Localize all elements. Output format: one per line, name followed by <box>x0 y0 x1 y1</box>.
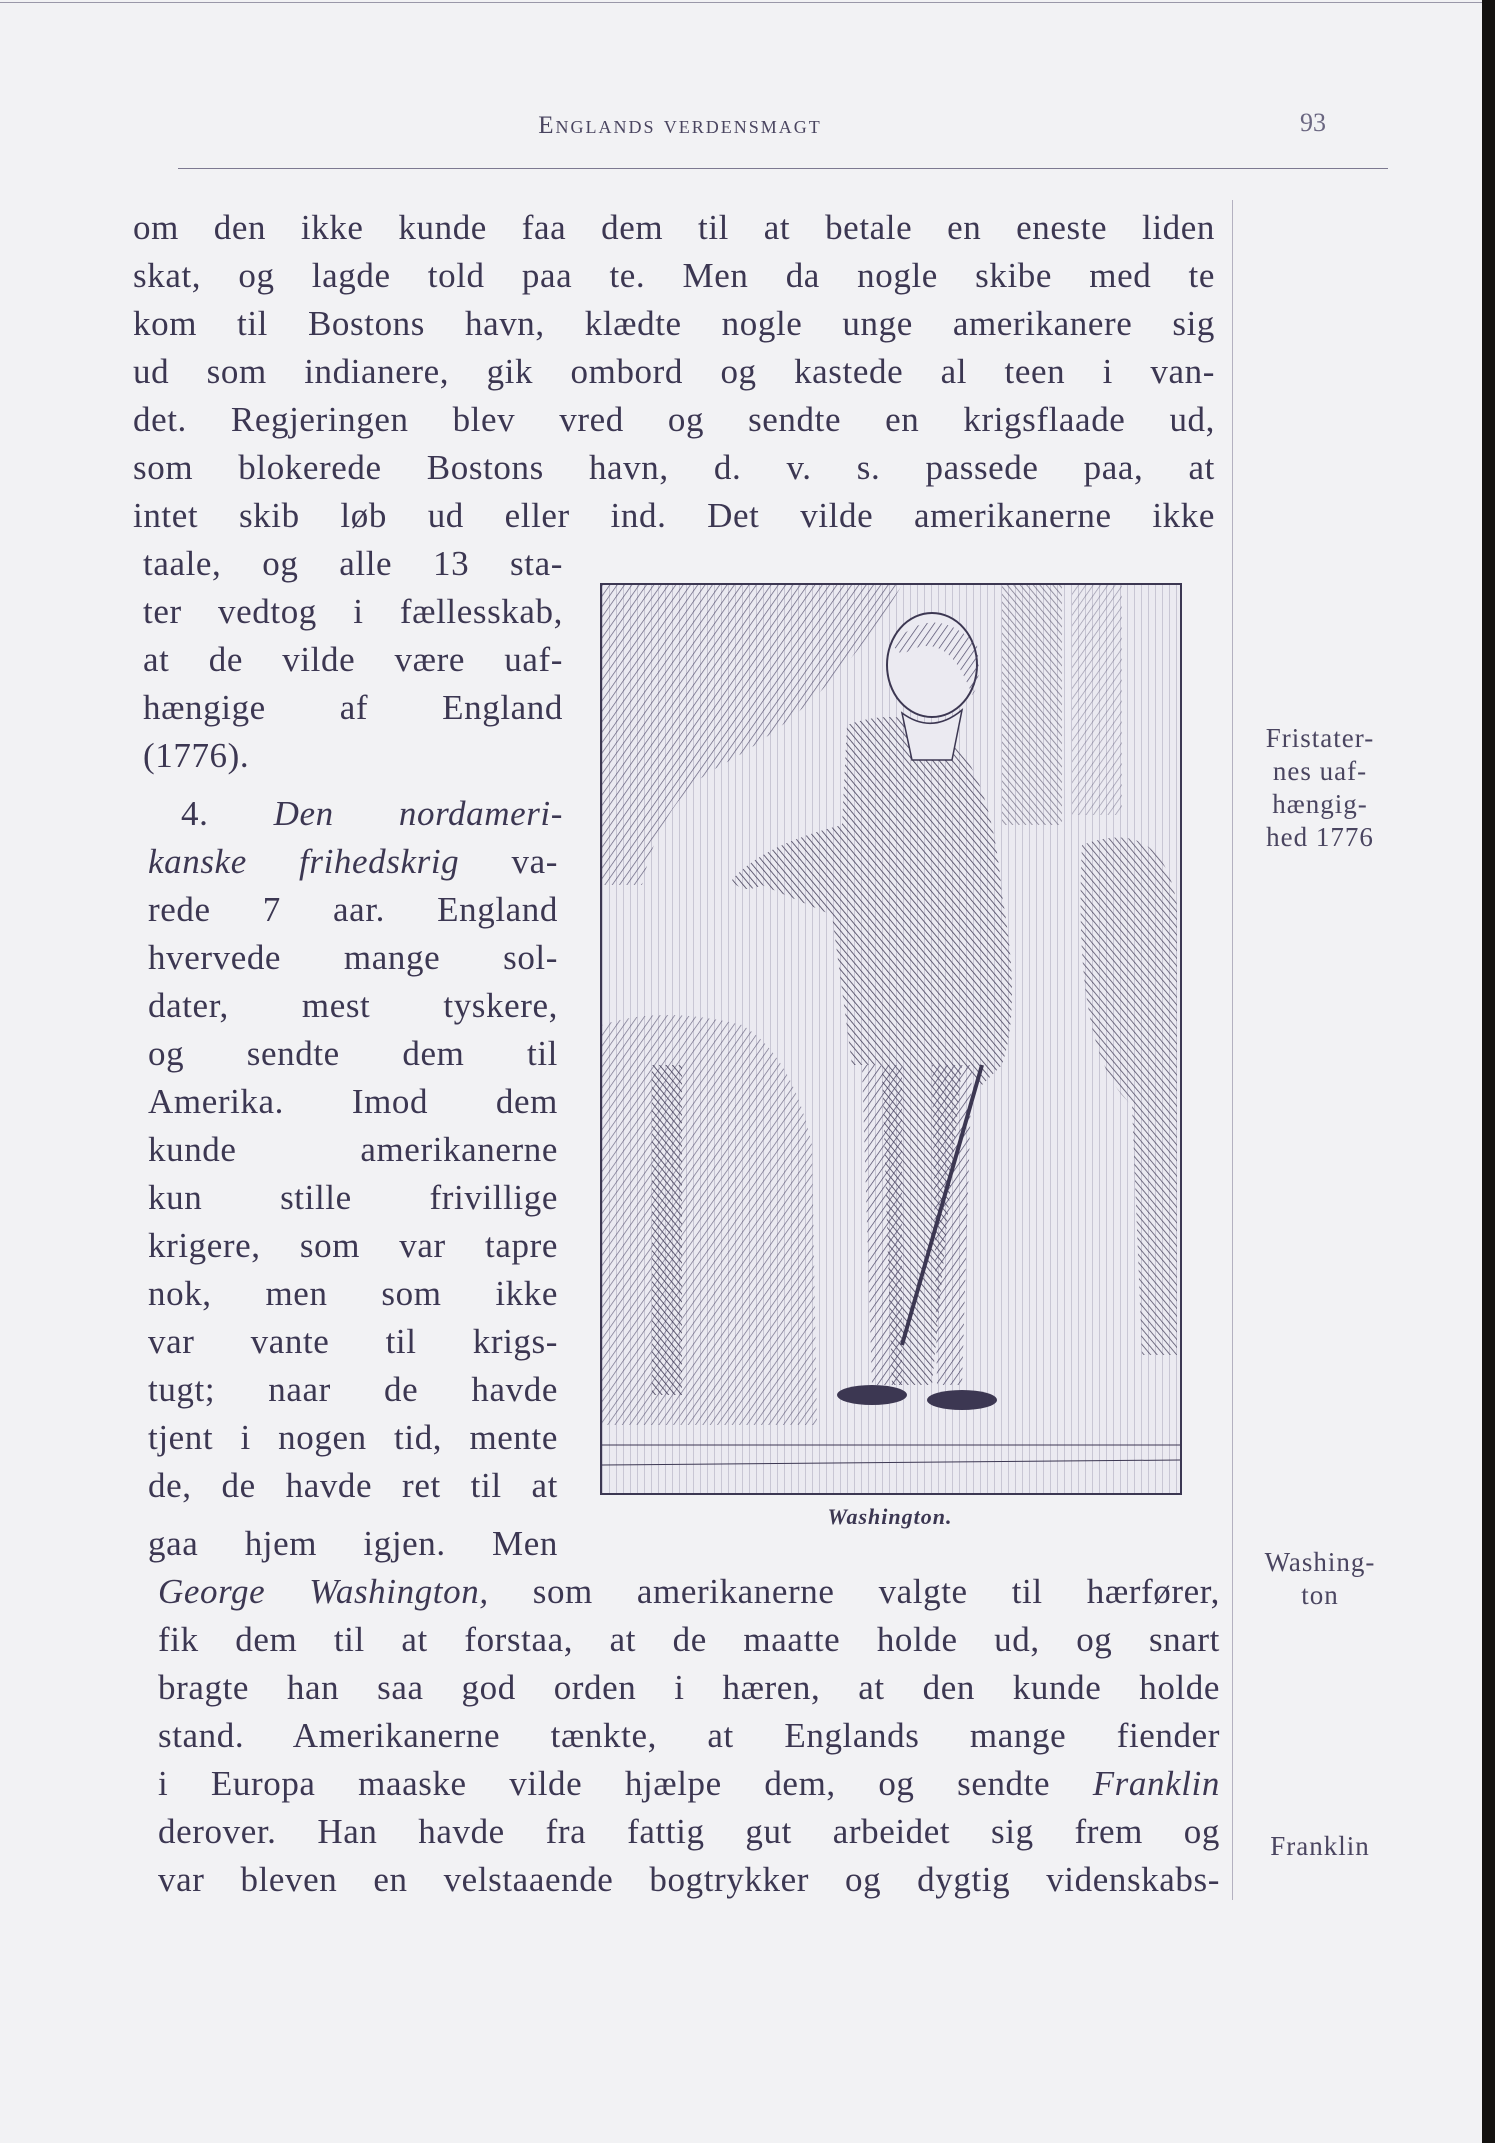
text-line: intet skib løb ud eller ind. Det vilde amerikanerne ikke <box>133 496 1215 535</box>
washington-engraving <box>600 583 1182 1495</box>
text-line: derover. Han havde fra fattig gut arbeidet sig frem og <box>158 1812 1220 1851</box>
text-line: kun stille frivillige <box>148 1178 558 1217</box>
text-line: hængige af England <box>143 688 563 727</box>
page-edge-rule <box>0 2 1482 3</box>
para4-heading-line <box>143 790 563 838</box>
margin-note-franklin: Franklin <box>1270 1831 1370 1861</box>
franklin-line: i Europa maaske vilde hjælpe dem, og sendte Franklin <box>158 1764 1220 1803</box>
text-line: rede 7 aar. England <box>148 890 558 929</box>
page-number: 93 <box>1300 108 1326 137</box>
text-line: gaa hjem igjen. Men <box>148 1524 558 1563</box>
text-line: ter vedtog i fællesskab, <box>143 592 563 631</box>
margin-note-washington: Washing- ton <box>1264 1547 1376 1610</box>
text-line: kom til Bostons havn, klædte nogle unge amerikanere sig <box>133 304 1215 343</box>
text-line: dater, mest tyskere, <box>148 986 558 1025</box>
running-head: Englands verdensmagt <box>538 112 822 139</box>
text-line: skat, og lagde told paa te. Men da nogle skibe med te <box>133 256 1215 295</box>
text-line: om den ikke kunde faa dem til at betale en eneste liden <box>133 208 1215 247</box>
text-line: det. Regjeringen blev vred og sendte en krigsflaade ud, <box>133 400 1215 439</box>
text-line: fik dem til at forstaa, at de maatte holde ud, og snart <box>158 1620 1220 1659</box>
text-line: var bleven en velstaaende bogtrykker og dygtig videnskabs- <box>158 1860 1220 1899</box>
text-line: hvervede mange sol- <box>148 938 558 977</box>
margin-note-independence: Fristater- nes uaf- hængig- hed 1776 <box>1265 723 1375 852</box>
text-line: nok, men som ikke <box>148 1274 558 1313</box>
para-title-italic: kanske frihedskrig <box>148 842 460 881</box>
portrait-illustration <box>602 585 1180 1493</box>
text-line: (1776). <box>143 736 250 775</box>
text-line: kunde amerikanerne <box>148 1130 558 1169</box>
text-line: tugt; naar de havde <box>148 1370 558 1409</box>
margin-rule <box>1232 200 1233 1900</box>
text-line: de, de havde ret til at <box>148 1466 558 1505</box>
text-line: som blokerede Bostons havn, d. v. s. passede paa, at <box>133 448 1215 487</box>
name-franklin: Franklin <box>1092 1764 1220 1803</box>
header-rule <box>178 168 1388 169</box>
text-line: bragte han saa god orden i hæren, at den kunde holde <box>158 1668 1220 1707</box>
text-line: var vante til krigs- <box>148 1322 558 1361</box>
para4-heading-line: kanske frihedskrig va- <box>148 842 558 881</box>
para-number: 4. <box>181 794 209 833</box>
text-line: tjent i nogen tid, mente <box>148 1418 558 1457</box>
text-line: og sendte dem til <box>148 1034 558 1073</box>
text-line: ud som indianere, gik ombord og kastede al teen i van- <box>133 352 1215 391</box>
name-washington: George Washington, <box>158 1572 489 1611</box>
text-line: at de vilde være uaf- <box>143 640 563 679</box>
text-line: stand. Amerikanerne tænkte, at Englands mange fiender <box>158 1716 1220 1755</box>
text-line: taale, og alle 13 sta- <box>143 544 563 583</box>
text-line: krigere, som var tapre <box>148 1226 558 1265</box>
figure-caption: Washington. <box>827 1504 953 1529</box>
washington-line: George Washington, som amerikanerne valgte til hærfører, <box>158 1572 1220 1611</box>
text-line: Amerika. Imod dem <box>148 1082 558 1121</box>
para-title-italic: Den nordameri- <box>273 794 563 833</box>
